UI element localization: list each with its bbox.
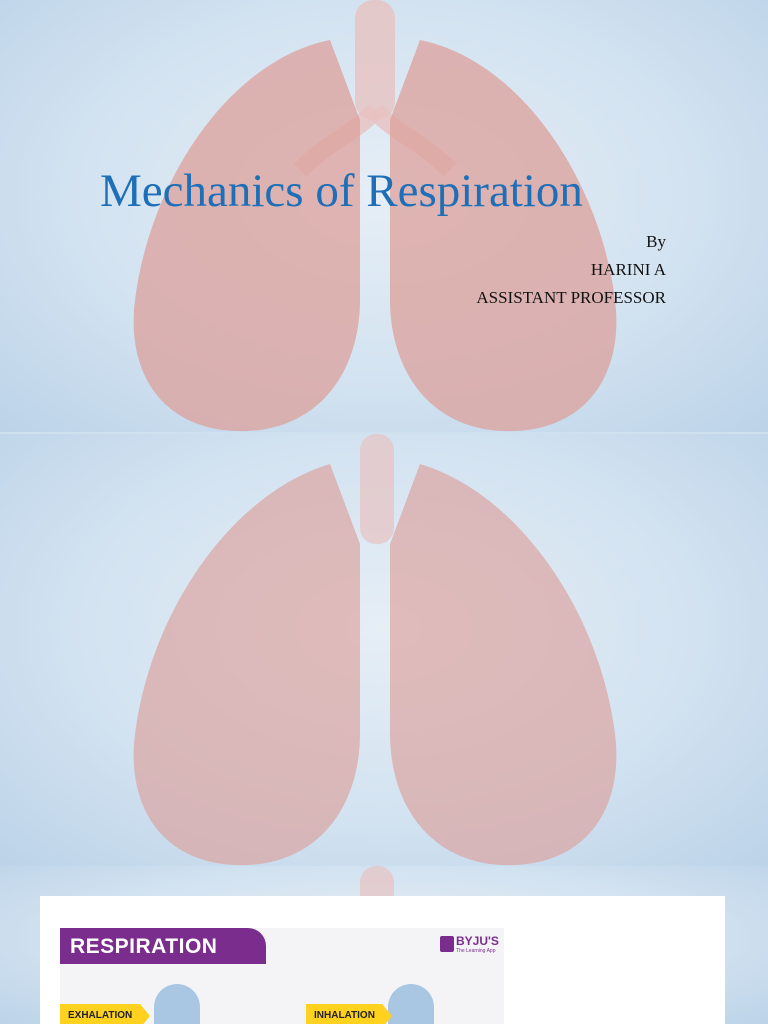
person-silhouette-icon — [154, 984, 200, 1024]
lungs-background-image — [0, 434, 768, 866]
diagram-banner — [60, 928, 266, 964]
brand-icon — [440, 936, 454, 952]
banner-label: RESPIRATION — [70, 935, 218, 958]
brand-tagline: The Learning App — [456, 948, 496, 954]
brand-logo — [440, 934, 502, 956]
tag-label: EXHALATION — [68, 1010, 133, 1021]
diagram-slide — [0, 866, 768, 1024]
tag-label: INHALATION — [314, 1010, 375, 1021]
person-silhouette-icon — [388, 984, 434, 1024]
brand-name: BYJU'S — [456, 934, 499, 948]
author-byline — [476, 228, 666, 312]
slide-title: Mechanics of Respiration — [100, 165, 583, 217]
author-name: HARINI A — [590, 260, 666, 279]
byline-by: By — [646, 232, 666, 251]
author-role: ASSISTANT PROFESSOR — [476, 288, 666, 307]
title-slide — [0, 0, 768, 432]
exhalation-tag — [60, 1004, 140, 1024]
inhalation-tag — [306, 1004, 382, 1024]
respiration-diagram-card — [40, 896, 725, 1024]
content-slide — [0, 434, 768, 866]
